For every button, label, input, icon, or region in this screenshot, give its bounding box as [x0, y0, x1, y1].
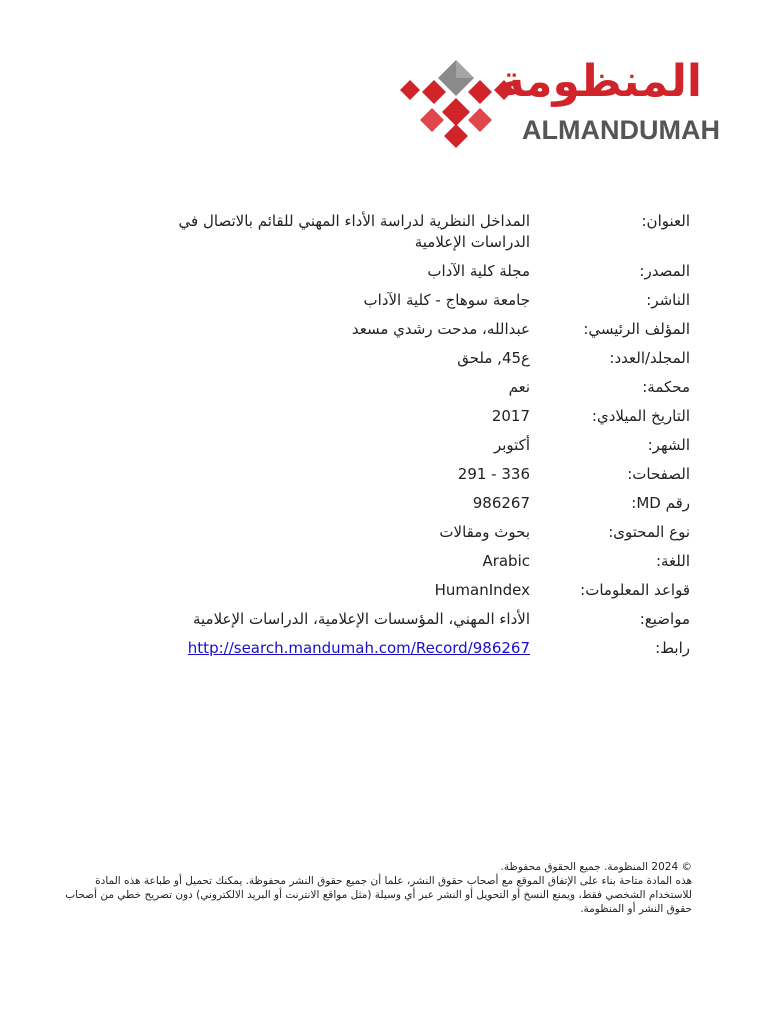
copyright-footer	[62, 860, 692, 916]
record-label: الناشر:	[646, 291, 690, 309]
record-row-source	[130, 261, 690, 282]
record-value: الأداء المهني، المؤسسات الإعلامية، الدراسات الإعلامية	[192, 610, 530, 628]
record-label: اللغة:	[655, 552, 690, 570]
record-value: 2017	[491, 407, 530, 425]
record-row-subjects	[130, 609, 690, 630]
record-row-language	[130, 551, 690, 572]
pages-range: 291 - 336	[457, 465, 530, 483]
record-link[interactable]: http://search.mandumah.com/Record/986267	[187, 639, 530, 657]
almandumah-logo	[398, 56, 720, 150]
record-row-peer-reviewed	[130, 377, 690, 398]
record-label: العنوان:	[641, 212, 690, 230]
record-label: الصفحات:	[627, 465, 690, 483]
record-value: HumanIndex	[434, 581, 530, 599]
record-label: الشهر:	[647, 436, 690, 454]
record-row-database	[130, 580, 690, 601]
record-value: أكتوبر	[493, 436, 530, 454]
copyright-notice: هذه المادة متاحة بناء على الإتفاق الموقع مع أصحاب حقوق النشر، علما أن جميع حقوق النشر محفوظة. يمكنك تحميل أو طباعة هذه المادة للاستخدام الشخصي فقط، ويمنع النسخ أو التحويل أو النشر عبر أي وسيلة (مثل مواقع الانترنت أو البريد الالكتروني) دون تصريح خطي من أصحاب حقوق النشر أو المنظومة.	[65, 875, 692, 915]
record-row-author	[130, 319, 690, 340]
logo-arabic-text: المنظومة	[498, 56, 702, 107]
record-row-md-number	[130, 493, 690, 514]
record-value: عبدالله، مدحت رشدي مسعد	[351, 320, 530, 338]
record-row-pages	[130, 464, 690, 485]
record-row-year	[130, 406, 690, 427]
record-value	[130, 638, 530, 659]
record-label: المؤلف الرئيسي:	[583, 320, 690, 338]
record-value	[130, 464, 530, 485]
record-value: بحوث ومقالات	[439, 523, 530, 541]
record-row-volume	[130, 348, 690, 369]
copyright-text: © 2024 المنظومة. جميع الحقوق محفوظة.	[500, 861, 692, 873]
record-value: المداخل النظرية لدراسة الأداء المهني للقائم بالاتصال في الدراسات الإعلامية	[178, 212, 530, 251]
record-value: ع45, ملحق	[457, 349, 530, 367]
record-label: التاريخ الميلادي:	[591, 407, 690, 425]
record-label: مواضيع:	[639, 610, 690, 628]
record-label: المصدر:	[639, 262, 690, 280]
record-value: جامعة سوهاج - كلية الآداب	[363, 291, 530, 309]
record-label: قواعد المعلومات:	[580, 581, 690, 599]
record-label: رابط:	[655, 639, 690, 657]
record-label: رقم MD:	[631, 494, 690, 512]
record-value: Arabic	[482, 552, 530, 570]
record-row-title	[130, 211, 690, 253]
record-value: مجلة كلية الآداب	[427, 262, 530, 280]
record-label: نوع المحتوى:	[608, 523, 690, 541]
record-value: نعم	[508, 378, 530, 396]
record-row-link	[130, 638, 690, 659]
record-row-content-type	[130, 522, 690, 543]
record-row-publisher	[130, 290, 690, 311]
logo-english-text: ALMANDUMAH	[522, 115, 720, 145]
record-label: المجلد/العدد:	[609, 349, 690, 367]
record-row-month	[130, 435, 690, 456]
record-details	[130, 211, 690, 667]
record-label: محكمة:	[642, 378, 690, 396]
record-value: 986267	[472, 494, 530, 512]
